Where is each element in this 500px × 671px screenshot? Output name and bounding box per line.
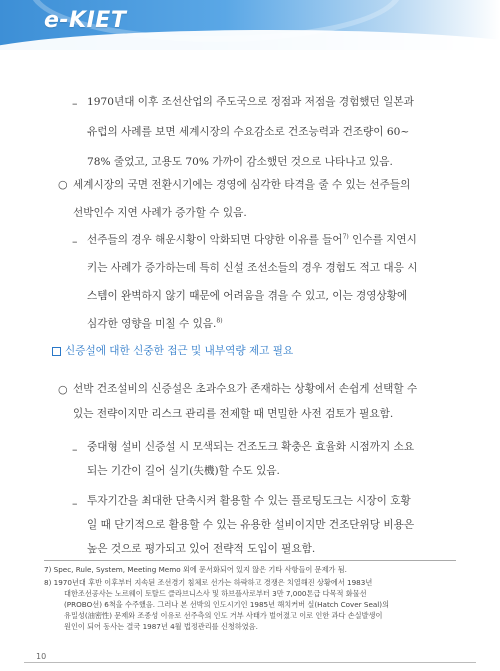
paragraph-line: 되는 기간이 길어 실기(失機)할 수도 있음. xyxy=(87,465,280,477)
section-heading: 신증설에 대한 신중한 접근 및 내부역량 제고 필요 xyxy=(65,345,294,357)
paragraph-line: 1970년대 이후 조선산업의 주도국으로 정점과 저점을 경험했던 일본과 xyxy=(87,96,414,108)
section-square-icon xyxy=(52,347,61,356)
paragraph-text: 선주들의 경우 해운시황이 악화되면 다양한 이유를 들어 xyxy=(87,234,343,246)
ekiet-logo: e-KIET xyxy=(44,8,127,33)
paragraph-line: 78% 줄었고, 고용도 70% 가까이 감소했던 것으로 나타나고 있음. xyxy=(87,156,393,168)
circle-bullet: ○ xyxy=(58,383,68,396)
paragraph-line: 스템이 완벽하지 않기 때문에 어려움을 겪을 수 있고, 이는 경영상황에 xyxy=(87,290,408,302)
paragraph-line xyxy=(87,314,223,335)
footnote-8-line: 원인이 되어 동사는 결국 1987년 4월 법정관리를 신청하였음. xyxy=(64,622,258,631)
paragraph-line xyxy=(87,230,417,251)
paragraph-line: 있는 전략이지만 리스크 관리를 전제할 때 면밀한 사전 검토가 필요함. xyxy=(73,408,394,420)
footnote-ref-8: 8) xyxy=(216,317,223,325)
paragraph-line: 유럽의 사례를 보면 세계시장의 수요감소로 건조능력과 건조량이 60~ xyxy=(87,126,410,138)
page-number: 10 xyxy=(36,652,47,661)
paragraph-text: 인수를 지연시 xyxy=(348,234,417,246)
dash-marker: – xyxy=(72,235,78,248)
footnote-7: 7) Spec, Rule, System, Meeting Memo 외에 문서화되어 있지 않은 기타 사항들이 문제가 됨. xyxy=(44,565,347,574)
paragraph-text: 심각한 영향을 미칠 수 있음. xyxy=(87,318,217,330)
dash-marker: – xyxy=(72,443,78,456)
footnote-8-line: 8) 1970년대 후반 이후부터 지속된 조선경기 침체로 선가는 하락하고 경쟁은 치열해진 상황에서 1983년 xyxy=(44,578,373,587)
footnote-8-line: 유밀성(油密性) 문제와 조종성 이유로 선주측의 인도 거부 사태가 벌어졌고 이로 인한 과다 손실발생이 xyxy=(64,611,383,620)
footnote-8-line: 대한조선공사는 노르웨이 토탈드 클라브니스사 및 하브플사로부터 3만 7,000톤급 다목적 화물선 xyxy=(64,589,367,598)
paragraph-line: 선박 건조설비의 신증설은 초과수요가 존재하는 상황에서 손쉽게 선택할 수 xyxy=(73,383,418,395)
paragraph-line: 세계시장의 국면 전환시기에는 경영에 심각한 타격을 줄 수 있는 선주들의 xyxy=(73,179,411,191)
paragraph-line: 일 때 단기적으로 활용할 수 있는 유용한 설비이지만 건조단위당 비용은 xyxy=(87,519,415,531)
footer-divider xyxy=(24,662,476,663)
footnote-8-line: (PROBO선) 6척을 수주했음. 그러나 본 선박의 인도시기인 1985년 해치커버 실(Hatch Cover Seal)의 xyxy=(64,600,390,609)
dash-marker: – xyxy=(72,497,78,510)
footnote-divider xyxy=(44,560,456,561)
paragraph-line: 중대형 설비 신증설 시 모색되는 건조도크 확충은 효율화 시점까지 소요 xyxy=(87,441,415,453)
paragraph-line: 선박인수 지연 사례가 증가할 수 있음. xyxy=(73,207,247,219)
paragraph-line: 높은 것으로 평가되고 있어 전략적 도입이 필요함. xyxy=(87,543,316,555)
footnote-ref-7: 7) xyxy=(342,233,349,241)
paragraph-line: 투자기간을 최대한 단축시켜 활용할 수 있는 플로팅도크는 시장이 호황 xyxy=(87,495,411,507)
paragraph-line: 키는 사례가 증가하는데 특히 신설 조선소들의 경우 경험도 적고 대응 시 xyxy=(87,262,418,274)
dash-marker: – xyxy=(72,97,78,110)
circle-bullet: ○ xyxy=(58,178,68,191)
